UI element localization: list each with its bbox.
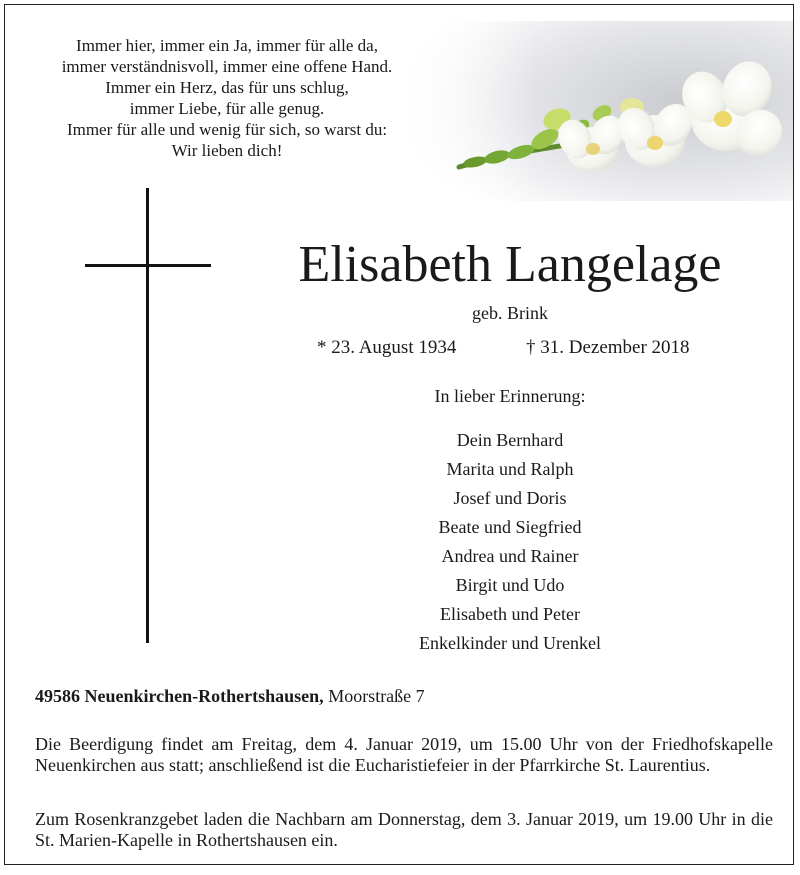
freesia-flowers-image (397, 21, 793, 201)
family-address (35, 685, 425, 707)
poem-line: Wir lieben dich! (171, 141, 283, 160)
address-street: Moorstraße 7 (328, 686, 425, 706)
obituary-notice (4, 4, 794, 865)
poem-line: Immer für alle und wenig für sich, so warst du: (66, 120, 388, 139)
poem-line: immer verständnisvoll, immer eine offene Hand. (61, 57, 393, 76)
mourner-item: Elisabeth und Peter (440, 604, 580, 624)
poem-line: immer Liebe, für alle genug. (129, 99, 325, 118)
mourner-item: Birgit und Udo (455, 575, 565, 595)
deceased-name: Elisabeth Langelage (298, 236, 722, 293)
birth-date: * 23. August 1934 (317, 337, 457, 358)
mourners-list (255, 426, 765, 658)
mourner-item: Dein Bernhard (456, 430, 564, 450)
address-city: 49586 Neuenkirchen-Rothertshausen, (35, 686, 324, 706)
poem-line: Immer ein Herz, das für uns schlug, (105, 78, 349, 97)
memorial-poem (27, 35, 427, 161)
memory-heading: In lieber Erinnerung: (434, 386, 586, 406)
maiden-name: geb. Brink (472, 303, 548, 323)
funeral-notice: Die Beerdigung findet am Freitag, dem 4. Januar 2019, um 15.00 Uhr von der Friedhofskapelle Neuenkirchen aus statt; anschließend ist die Eucharistiefeier in der Pfarrkirche St. Laurentius. (35, 734, 773, 775)
death-date: † 31. Dezember 2018 (526, 337, 690, 358)
mourner-item: Beate und Siegfried (438, 517, 582, 537)
mourner-item: Andrea und Rainer (441, 546, 579, 566)
mourner-item: Josef und Doris (453, 488, 567, 508)
mourner-item: Enkelkinder und Urenkel (419, 633, 601, 653)
rosary-notice: Zum Rosenkranzgebet laden die Nachbarn am Donnerstag, dem 3. Januar 2019, um 19.00 Uhr in die St. Marien-Kapelle in Rothertshausen ein. (35, 809, 773, 850)
mourner-item: Marita und Ralph (446, 459, 574, 479)
poem-line: Immer hier, immer ein Ja, immer für alle da, (76, 36, 378, 55)
cross-icon (85, 188, 211, 643)
